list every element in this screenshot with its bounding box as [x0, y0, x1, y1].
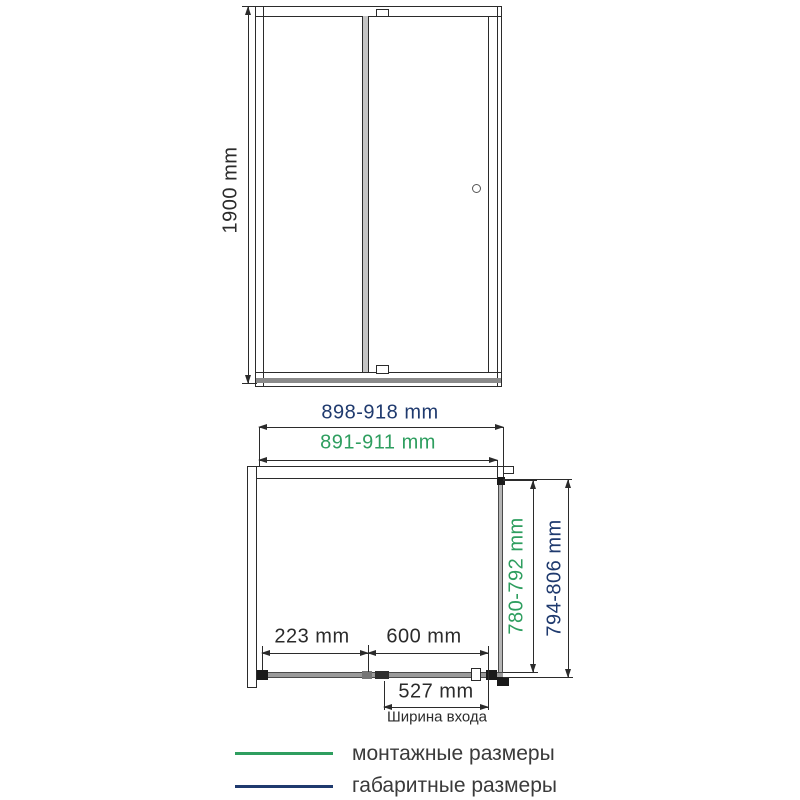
extension-line [503, 427, 504, 477]
height-dimension-label: 1900 mm [219, 146, 242, 234]
door-divider-profile [362, 16, 369, 372]
overall-depth-label: 794-806 mm [543, 519, 566, 637]
height-dimension-line [248, 7, 249, 383]
overall-width-label: 898-918 mm [321, 401, 439, 424]
fixed-panel-dimension-line [262, 653, 368, 654]
track-pivot-block [375, 671, 389, 679]
front-right-profile [497, 7, 498, 386]
side-wall-panel [247, 466, 257, 688]
legend-overall-label: габаритные размеры [352, 774, 557, 797]
door-width-label: 600 mm [386, 625, 462, 648]
door-dimension-line [368, 653, 488, 654]
extension-line [503, 479, 572, 480]
fixed-panel-label: 223 mm [274, 625, 350, 648]
door-top-pivot [376, 9, 389, 17]
overall-width-dimension-line [259, 427, 503, 428]
corner-bracket-bottom [497, 677, 509, 686]
mounting-depth-dimension-line [533, 481, 534, 672]
track-mid-post [362, 671, 372, 679]
door-handle [472, 184, 481, 193]
front-bottom-rail [256, 378, 501, 383]
track-handle-block [471, 668, 481, 681]
back-wall-step [503, 473, 514, 474]
entry-width-caption: Ширина входа [386, 708, 488, 726]
legend-overall-swatch [235, 785, 333, 788]
door-edge-line [488, 16, 489, 372]
front-frame [255, 6, 502, 387]
overall-depth-dimension-line [568, 480, 569, 677]
track-left-bracket [257, 670, 268, 680]
legend-mounting-swatch [235, 752, 333, 755]
mounting-width-label: 891-911 mm [320, 431, 436, 454]
entry-width-label: 527 mm [398, 680, 474, 703]
legend-mounting-label: монтажные размеры [352, 742, 555, 765]
mounting-depth-label: 780-792 mm [505, 517, 528, 635]
mounting-width-dimension-line [259, 460, 497, 461]
back-wall-line [247, 466, 514, 467]
extension-line [503, 677, 573, 678]
enclosure-top-line [257, 478, 503, 479]
front-left-profile [263, 7, 264, 386]
door-bottom-pivot [376, 365, 389, 374]
right-glass-panel [498, 478, 503, 676]
